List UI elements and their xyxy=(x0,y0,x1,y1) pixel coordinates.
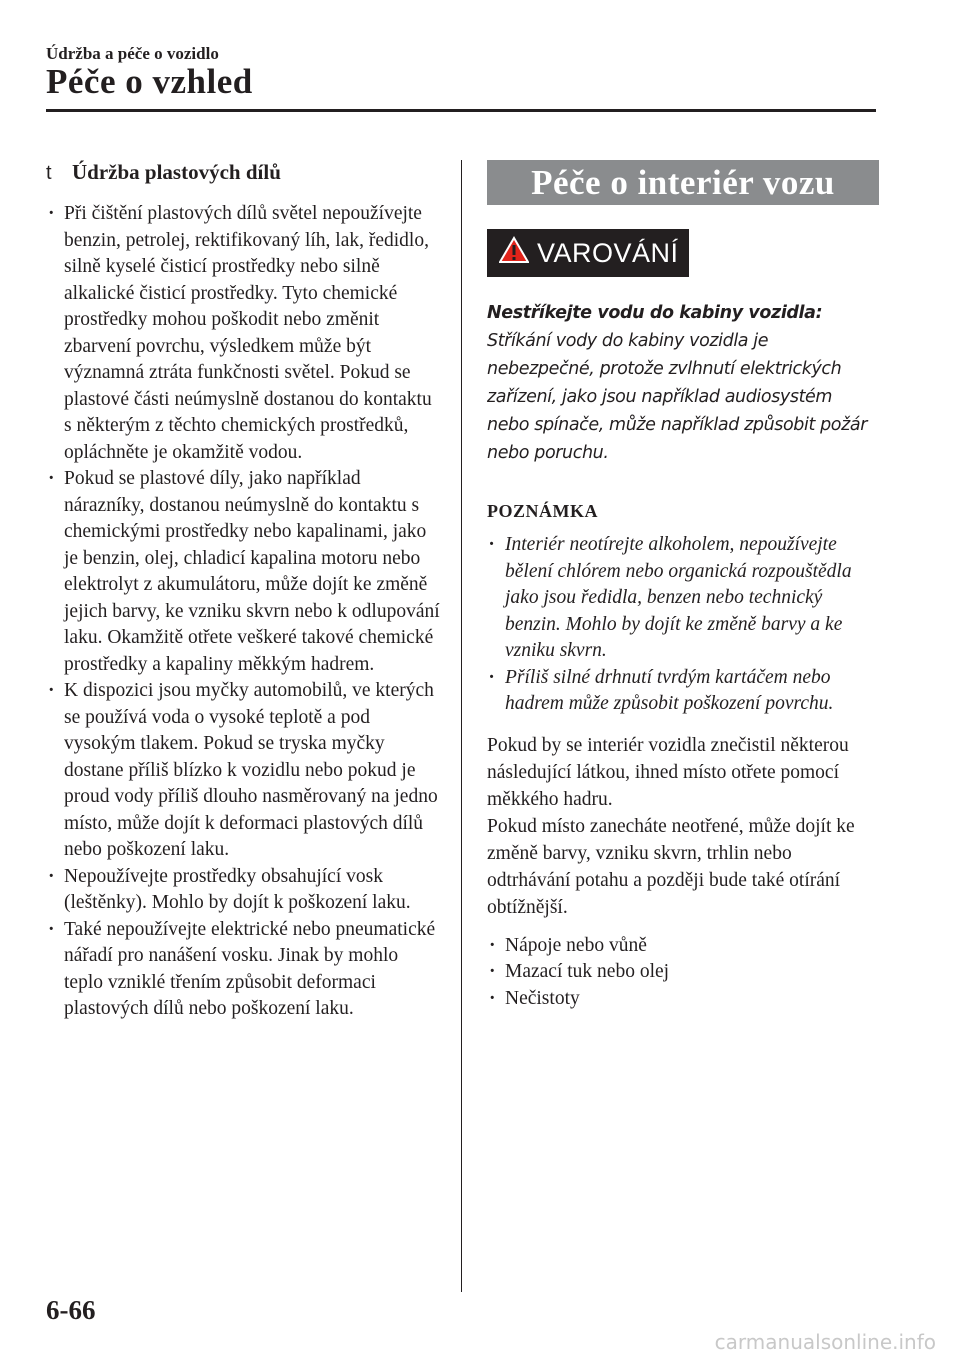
list-item: · Nápoje nebo vůně xyxy=(487,933,879,960)
left-column xyxy=(46,160,441,1023)
plastic-care-list xyxy=(46,201,441,1023)
right-column xyxy=(487,160,879,1012)
section-banner: Péče o interiér vozu xyxy=(487,160,879,205)
interior-paragraph: Pokud by se interiér vozidla znečistil některou následující látkou, ihned místo otřete pomocí měkkého hadru. xyxy=(487,734,849,810)
warning-label: VAROVÁNÍ xyxy=(537,237,679,268)
warning-description: Stříkání vody do kabiny vozidla je nebezpečné, protože zvlhnutí elektrických zařízení, jako jsou například audiosystém nebo spínače, může například způsobit požár nebo poruchu. xyxy=(487,331,868,463)
note-list xyxy=(487,532,879,718)
note-heading: POZNÁMKA xyxy=(487,501,598,521)
list-item: · Při čištění plastových dílů světel nepoužívejte benzin, petrolej, rektifikovaný líh, lak, ředidlo, silně kyselé čisticí prostředky nebo silně alkalické čisticí prostředky. Tyto chemické prostředky mohou poškodit nebo změnit zbarvení povrchu, výsledkem může být významná ztráta funkčnosti světel. Pokud se plastové části neúmyslně dostanou do kontaktu s některým z těchto chemických prostředků, opláchněte je okamžitě vodou. xyxy=(46,201,441,466)
list-item: · Pokud se plastové díly, jako například nárazníky, dostanou neúmyslně do kontaktu s chemickými prostředky nebo kapalinami, jako je benzin, olej, chladicí kapalina motoru nebo elektrolyt z akumulátoru, může dojít ke změně jejich barvy, ke vzniku skvrn nebo k odlupování laku. Okamžitě otřete veškeré takové chemické prostředky a kapaliny měkkým hadrem. xyxy=(46,466,441,678)
warning-text xyxy=(487,299,879,467)
section-heading xyxy=(46,160,441,185)
header-rule xyxy=(46,109,876,112)
list-item: · Také nepoužívejte elektrické nebo pneumatické nářadí pro nanášení vosku. Jinak by mohlo teplo vzniklé třením způsobit deformaci plastových dílů nebo poškození laku. xyxy=(46,917,441,1023)
page-title: Péče o vzhled xyxy=(46,62,253,101)
interior-paragraph-2: Pokud místo zanecháte neotřené, může dojít ke změně barvy, vzniku skvrn, trhlin nebo odtrhávání potahu a později bude také otírání obtížnější. xyxy=(487,815,855,918)
warning-badge xyxy=(487,229,689,277)
note-item: · Příliš silné drhnutí tvrdým kartáčem nebo hadrem může způsobit poškození povrchu. xyxy=(487,665,879,718)
note-item: · Interiér neotírejte alkoholem, nepoužívejte bělení chlórem nebo organická rozpouštědla jako jsou ředidla, benzen nebo technický benzin. Mohlo by dojít ke změně barvy a ke vzniku skvrn. xyxy=(487,532,879,665)
page-number: 6-66 xyxy=(46,1295,96,1325)
warning-lead: Nestříkejte vodu do kabiny vozidla: xyxy=(487,303,823,323)
list-item: · K dispozici jsou myčky automobilů, ve kterých se používá voda o vysoké teplotě a pod vysokým tlakem. Pokud se tryska myčky dostane příliš blízko k vozidlu nebo pokud je proud vody příliš dlouho nasměrovaný na jedno místo, může dojít k deformaci plastových dílů nebo poškození laku. xyxy=(46,678,441,864)
contaminant-list xyxy=(487,933,879,1013)
heading-marker: t xyxy=(46,162,52,184)
list-item: · Nepoužívejte prostředky obsahující vosk (leštěnky). Mohlo by dojít k poškození laku. xyxy=(46,864,441,917)
list-item: · Nečistoty xyxy=(487,986,879,1013)
warning-triangle-icon xyxy=(499,236,537,271)
list-item: · Mazací tuk nebo olej xyxy=(487,959,879,986)
section-label: Údržba a péče o vozidlo xyxy=(46,44,219,63)
column-divider xyxy=(461,160,462,1292)
watermark: carmanualsonline.info xyxy=(714,1330,936,1354)
heading-text: Údržba plastových dílů xyxy=(72,160,281,184)
